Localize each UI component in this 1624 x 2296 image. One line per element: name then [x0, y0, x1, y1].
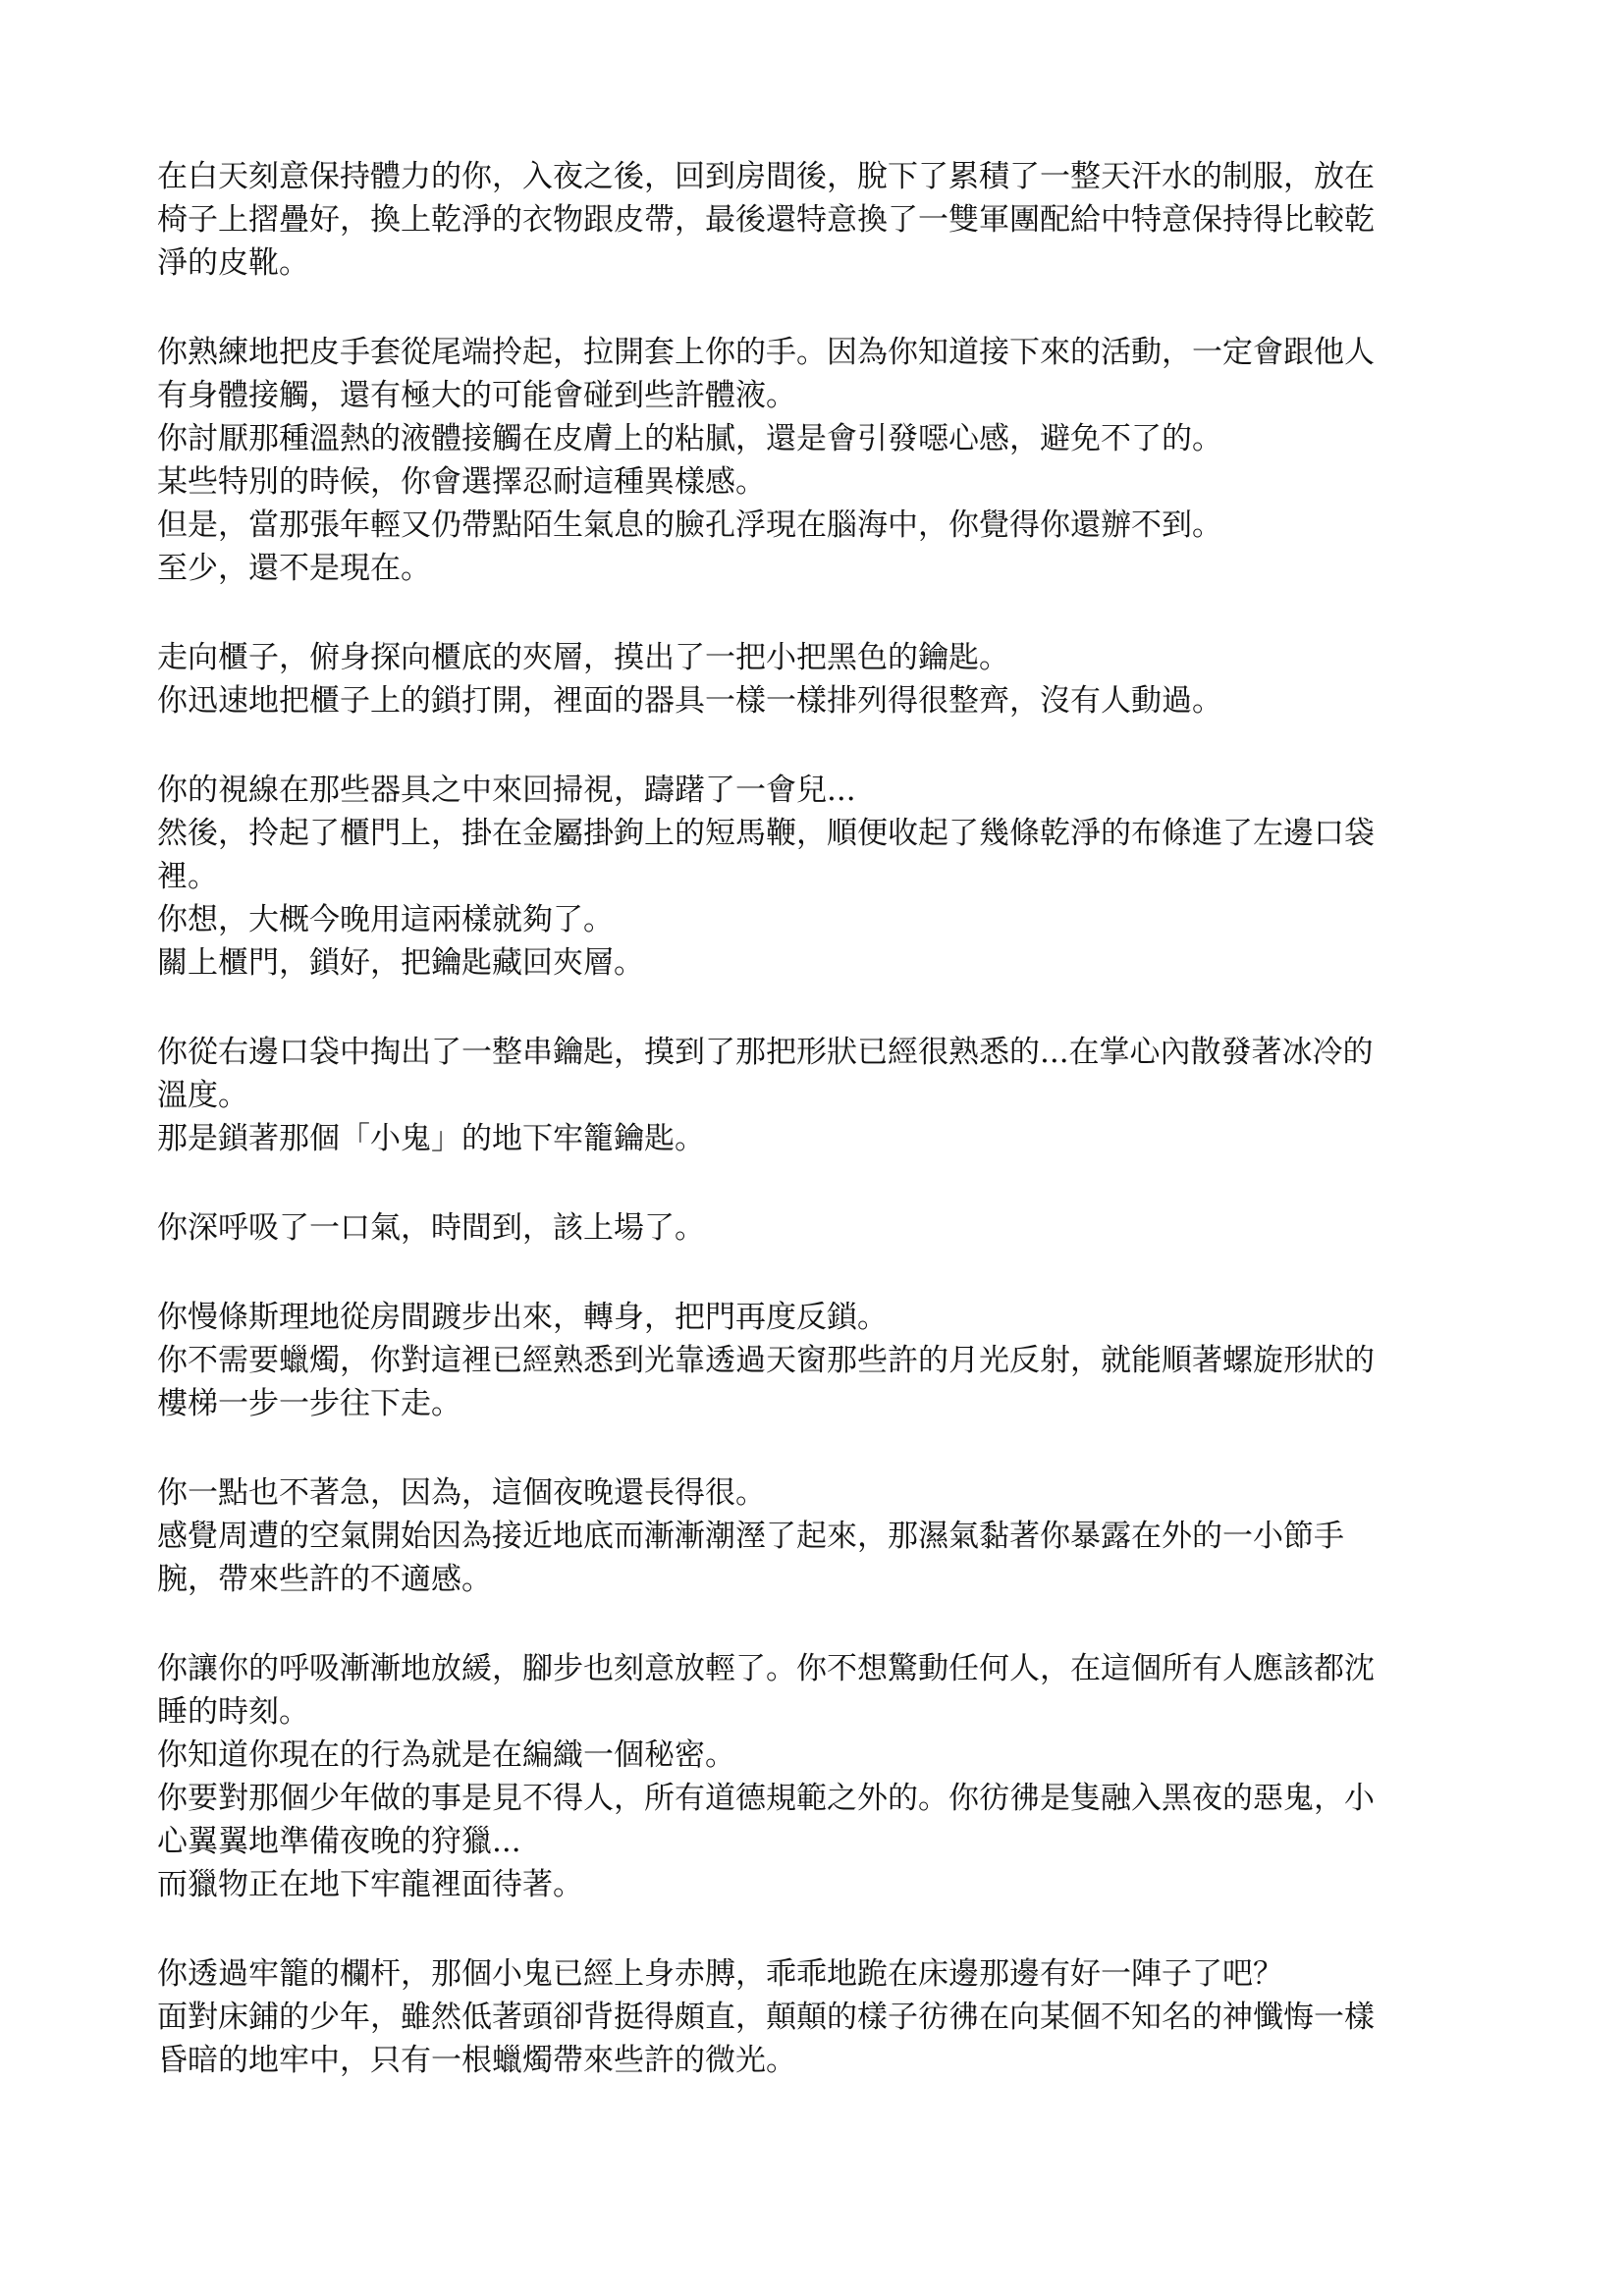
text-line: 那是鎖著那個「小鬼」的地下牢籠鑰匙。	[157, 1121, 705, 1156]
text-line: 而獵物正在地下牢龍裡面待著。	[157, 1867, 583, 1902]
text-line: 然後，拎起了櫃門上，掛在金屬掛鉤上的短馬鞭，順便收起了幾條乾淨的布條進了左邊口袋	[157, 816, 1375, 851]
text-line: 但是，當那張年輕又仍帶點陌生氣息的臉孔浮現在腦海中，你覺得你還辦不到。	[157, 507, 1222, 543]
text-line: 至少，還不是現在。	[157, 551, 431, 586]
text-line: 溫度。	[157, 1078, 248, 1113]
paragraph	[157, 1031, 1483, 1160]
text-line: 你深呼吸了一口氣，時間到，該上場了。	[157, 1210, 705, 1246]
paragraph	[157, 155, 1483, 285]
text-line: 你討厭那種溫熱的液體接觸在皮膚上的粘膩，還是會引發噁心感，避免不了的。	[157, 421, 1222, 456]
text-line: 睡的時刻。	[157, 1694, 309, 1730]
paragraph	[157, 1471, 1483, 1601]
paragraph	[157, 1296, 1483, 1425]
paragraph	[157, 1647, 1483, 1906]
text-line: 裡。	[157, 859, 218, 894]
text-line: 椅子上摺疊好，換上乾淨的衣物跟皮帶，最後還特意換了一雙軍團配給中特意保持得比較乾	[157, 202, 1375, 238]
text-line: 你想，大概今晚用這兩樣就夠了。	[157, 902, 614, 937]
text-line: 腕，帶來些許的不適感。	[157, 1562, 492, 1597]
text-line: 樓梯一步一步往下走。	[157, 1386, 461, 1421]
text-line: 在白天刻意保持體力的你，入夜之後，回到房間後，脫下了累積了一整天汗水的制服，放在	[157, 159, 1375, 194]
text-line: 某些特別的時候，你會選擇忍耐這種異樣感。	[157, 464, 766, 500]
document-body	[157, 155, 1483, 2128]
text-line: 昏暗的地牢中，只有一根蠟燭帶來些許的微光。	[157, 2043, 796, 2078]
text-line: 感覺周遭的空氣開始因為接近地底而漸漸潮溼了起來，那濕氣黏著你暴露在外的一小節手	[157, 1519, 1344, 1554]
text-line: 你一點也不著急，因為，這個夜晚還長得很。	[157, 1475, 766, 1511]
text-line: 走向櫃子，俯身探向櫃底的夾層，摸出了一把小把黑色的鑰匙。	[157, 640, 1009, 675]
text-line: 面對床鋪的少年，雖然低著頭卻背挺得頗直，顛顛的樣子彷彿在向某個不知名的神懺悔一樣	[157, 2000, 1375, 2035]
text-line: 有身體接觸，還有極大的可能會碰到些許體液。	[157, 378, 796, 413]
text-line: 你透過牢籠的欄杆，那個小鬼已經上身赤膊，乖乖地跪在床邊那邊有好一陣子了吧？	[157, 1956, 1283, 1992]
text-line: 你讓你的呼吸漸漸地放緩，腳步也刻意放輕了。你不想驚動任何人，在這個所有人應該都沈	[157, 1651, 1375, 1686]
text-line: 你的視線在那些器具之中來回掃視，躊躇了一會兒...	[157, 773, 856, 808]
text-line: 你熟練地把皮手套從尾端拎起，拉開套上你的手。因為你知道接下來的活動，一定會跟他人	[157, 335, 1375, 370]
text-line: 你知道你現在的行為就是在編織一個秘密。	[157, 1737, 735, 1773]
paragraph	[157, 636, 1483, 722]
paragraph	[157, 331, 1483, 590]
text-line: 你從右邊口袋中掏出了一整串鑰匙，摸到了那把形狀已經很熟悉的...在掌心內散發著冰冷的	[157, 1035, 1374, 1070]
text-line: 淨的皮靴。	[157, 245, 309, 281]
text-line: 你不需要蠟燭，你對這裡已經熟悉到光靠透過天窗那些許的月光反射，就能順著螺旋形狀的	[157, 1343, 1375, 1378]
paragraph	[157, 1206, 1483, 1250]
text-line: 你迅速地把櫃子上的鎖打開，裡面的器具一樣一樣排列得很整齊，沒有人動過。	[157, 683, 1222, 719]
text-line: 你慢條斯理地從房間踱步出來，轉身，把門再度反鎖。	[157, 1300, 888, 1335]
paragraph	[157, 1952, 1483, 2082]
text-line: 關上櫃門，鎖好，把鑰匙藏回夾層。	[157, 945, 644, 981]
text-line: 你要對那個少年做的事是見不得人，所有道德規範之外的。你彷彿是隻融入黑夜的惡鬼，小	[157, 1781, 1375, 1816]
paragraph	[157, 769, 1483, 985]
text-line: 心翼翼地準備夜晚的狩獵...	[157, 1824, 521, 1859]
